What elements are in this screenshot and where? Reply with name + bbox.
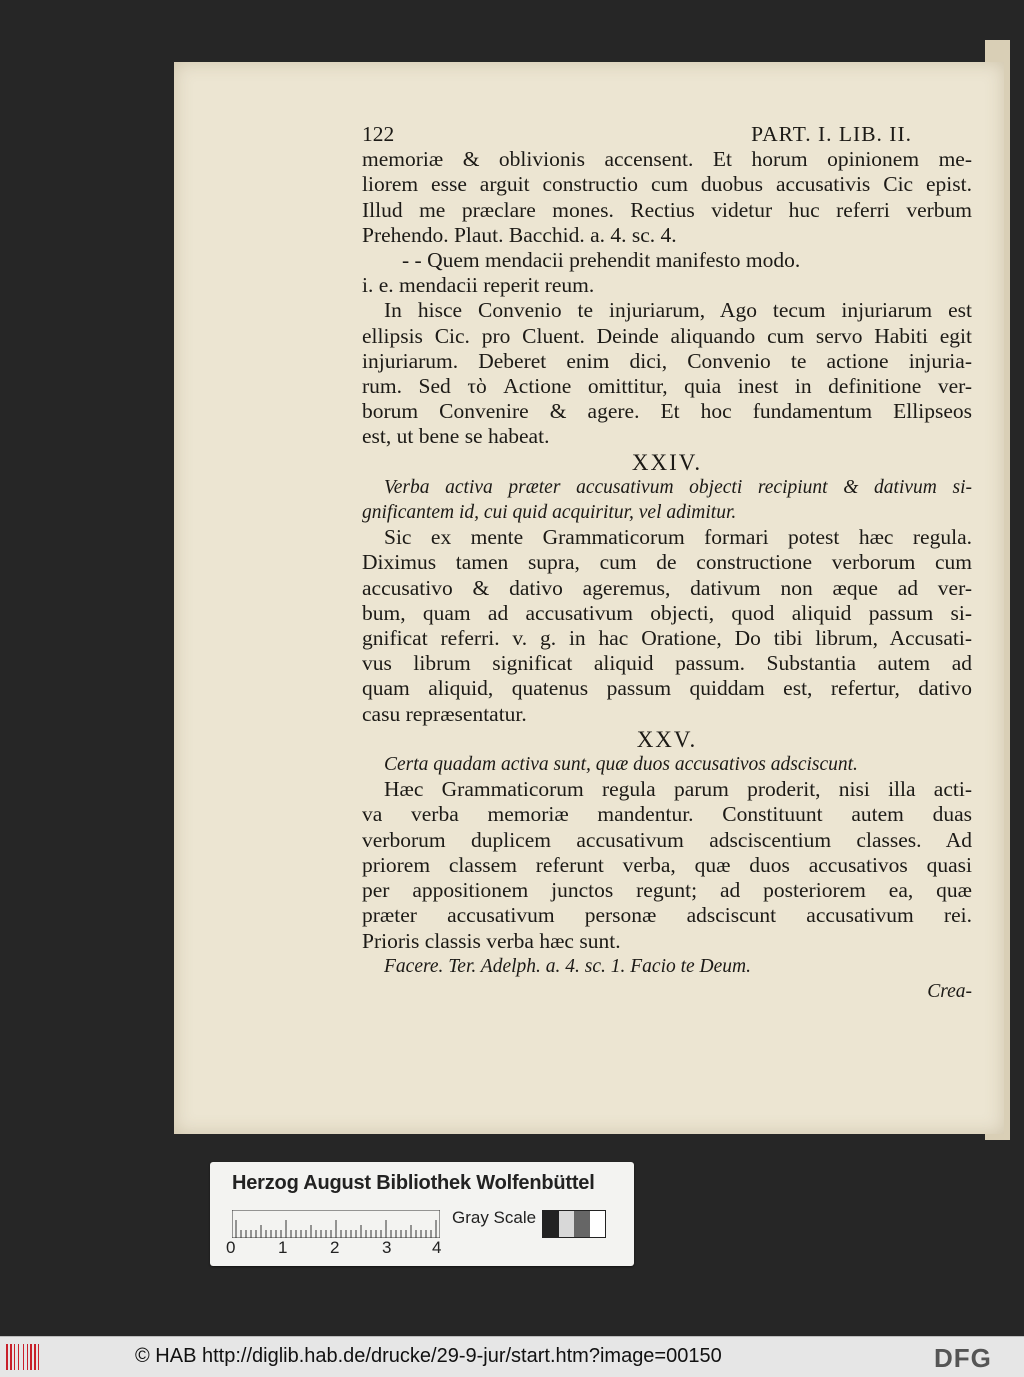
text-line: Certa quadam activa sunt, quæ duos accusativos adsciscunt. <box>384 754 858 776</box>
text-line: i. e. mendacii reperit reum. <box>362 273 595 298</box>
text-line: Hæc Grammaticorum regula parum proderit, nisi illa acti- <box>384 777 972 802</box>
page-text <box>362 122 972 1004</box>
gray-scale-swatch <box>542 1210 606 1238</box>
running-header <box>362 122 972 147</box>
text-line: verborum duplicem accusativum adsciscentium classes. Ad <box>362 827 972 852</box>
text-line: quam aliquid, quatenus passum quiddam est, refertur, dativo <box>362 676 972 701</box>
text-line: rum. Sed τὸ Actione omittitur, quia inest in definitione ver- <box>362 374 972 399</box>
text-line: Facere. Ter. Adelph. a. 4. sc. 1. Facio te Deum. <box>384 955 752 977</box>
text-line: Illud me præclare mones. Rectius videtur huc referri verbum <box>362 197 972 222</box>
gray-swatch-1 <box>543 1211 559 1237</box>
text-line: Diximus tamen supra, cum de constructione verborum cum <box>362 550 972 575</box>
text-line: accusativo & dativo ageremus, dativum non æque ad ver- <box>362 575 972 600</box>
book-page <box>174 62 1004 1134</box>
text-line: præter accusativum personæ adsciscunt accusativum rei. <box>362 903 972 928</box>
text-line: ellipsis Cic. pro Cluent. Deinde aliquando cum servo Habiti egit <box>362 323 972 348</box>
text-line: priorem classem referunt verba, quæ duos accusativos quasi <box>362 852 972 877</box>
ruler-num-2: 2 <box>330 1238 340 1257</box>
text-lines <box>362 147 972 1004</box>
text-line: casu repræsentatur. <box>362 701 527 726</box>
text-line: Verba activa præter accusativum objecti recipiunt & dativum si- <box>384 476 972 498</box>
library-name: Herzog August Bibliothek Wolfenbüttel <box>232 1172 595 1194</box>
gray-swatch-4 <box>590 1211 606 1237</box>
text-line: - - Quem mendacii prehendit manifesto modo. <box>402 248 801 273</box>
text-line: Prehendo. Plaut. Bacchid. a. 4. sc. 4. <box>362 222 677 247</box>
text-line: Sic ex mente Grammaticorum formari potest hæc regula. <box>384 525 972 550</box>
text-line: XXV. <box>636 726 698 752</box>
text-line: bum, quam ad accusativum objecti, quod aliquid passum si- <box>362 600 972 625</box>
barcode-icon <box>6 1344 46 1370</box>
text-line: vus librum significat aliquid passum. Substantia autem ad <box>362 651 972 676</box>
text-line: va verba memoriæ mandentur. Constituunt autem duas <box>362 802 972 827</box>
running-title: PART. I. LIB. II. <box>751 122 912 146</box>
text-line: per appositionem junctos regunt; ad posteriorem ea, quæ <box>362 878 972 903</box>
ruler-num-3: 3 <box>382 1238 392 1257</box>
text-line: borum Convenire & agere. Et hoc fundamentum Ellipseos <box>362 399 972 424</box>
text-line: memoriæ & oblivionis accensent. Et horum opinionem me- <box>362 147 972 172</box>
gray-swatch-3 <box>574 1211 590 1237</box>
text-line: XXIV. <box>631 449 703 475</box>
dfg-logo: DFG <box>934 1343 992 1373</box>
ruler-num-1: 1 <box>278 1238 288 1257</box>
text-line: Crea- <box>927 980 972 1002</box>
text-line: gnificat referri. v. g. in hac Oratione, Do tibi librum, Accusati- <box>362 626 972 651</box>
text-line: est, ut bene se habeat. <box>362 424 550 449</box>
text-line: liorem esse arguit constructio cum duobus accusativis Cic epist. <box>362 172 972 197</box>
copyright-url[interactable]: © HAB http://diglib.hab.de/drucke/29-9-jur/start.htm?image=00150 <box>135 1345 722 1367</box>
library-label <box>210 1162 634 1266</box>
page-number: 122 <box>362 122 395 146</box>
text-line: In hisce Convenio te injuriarum, Ago tecum injuriarum est <box>384 298 972 323</box>
text-line: injuriarum. Deberet enim dici, Convenio te actione injuria- <box>362 348 972 373</box>
ruler-num-4: 4 <box>432 1238 442 1257</box>
ruler-num-0: 0 <box>226 1238 236 1257</box>
text-line: Prioris classis verba hæc sunt. <box>362 928 621 953</box>
footer-bar <box>0 1336 1024 1377</box>
gray-scale-label: Gray Scale <box>452 1208 537 1227</box>
gray-swatch-2 <box>559 1211 575 1237</box>
ruler-scale <box>232 1210 440 1238</box>
text-line: gnificantem id, cui quid acquiritur, vel adimitur. <box>362 502 737 524</box>
